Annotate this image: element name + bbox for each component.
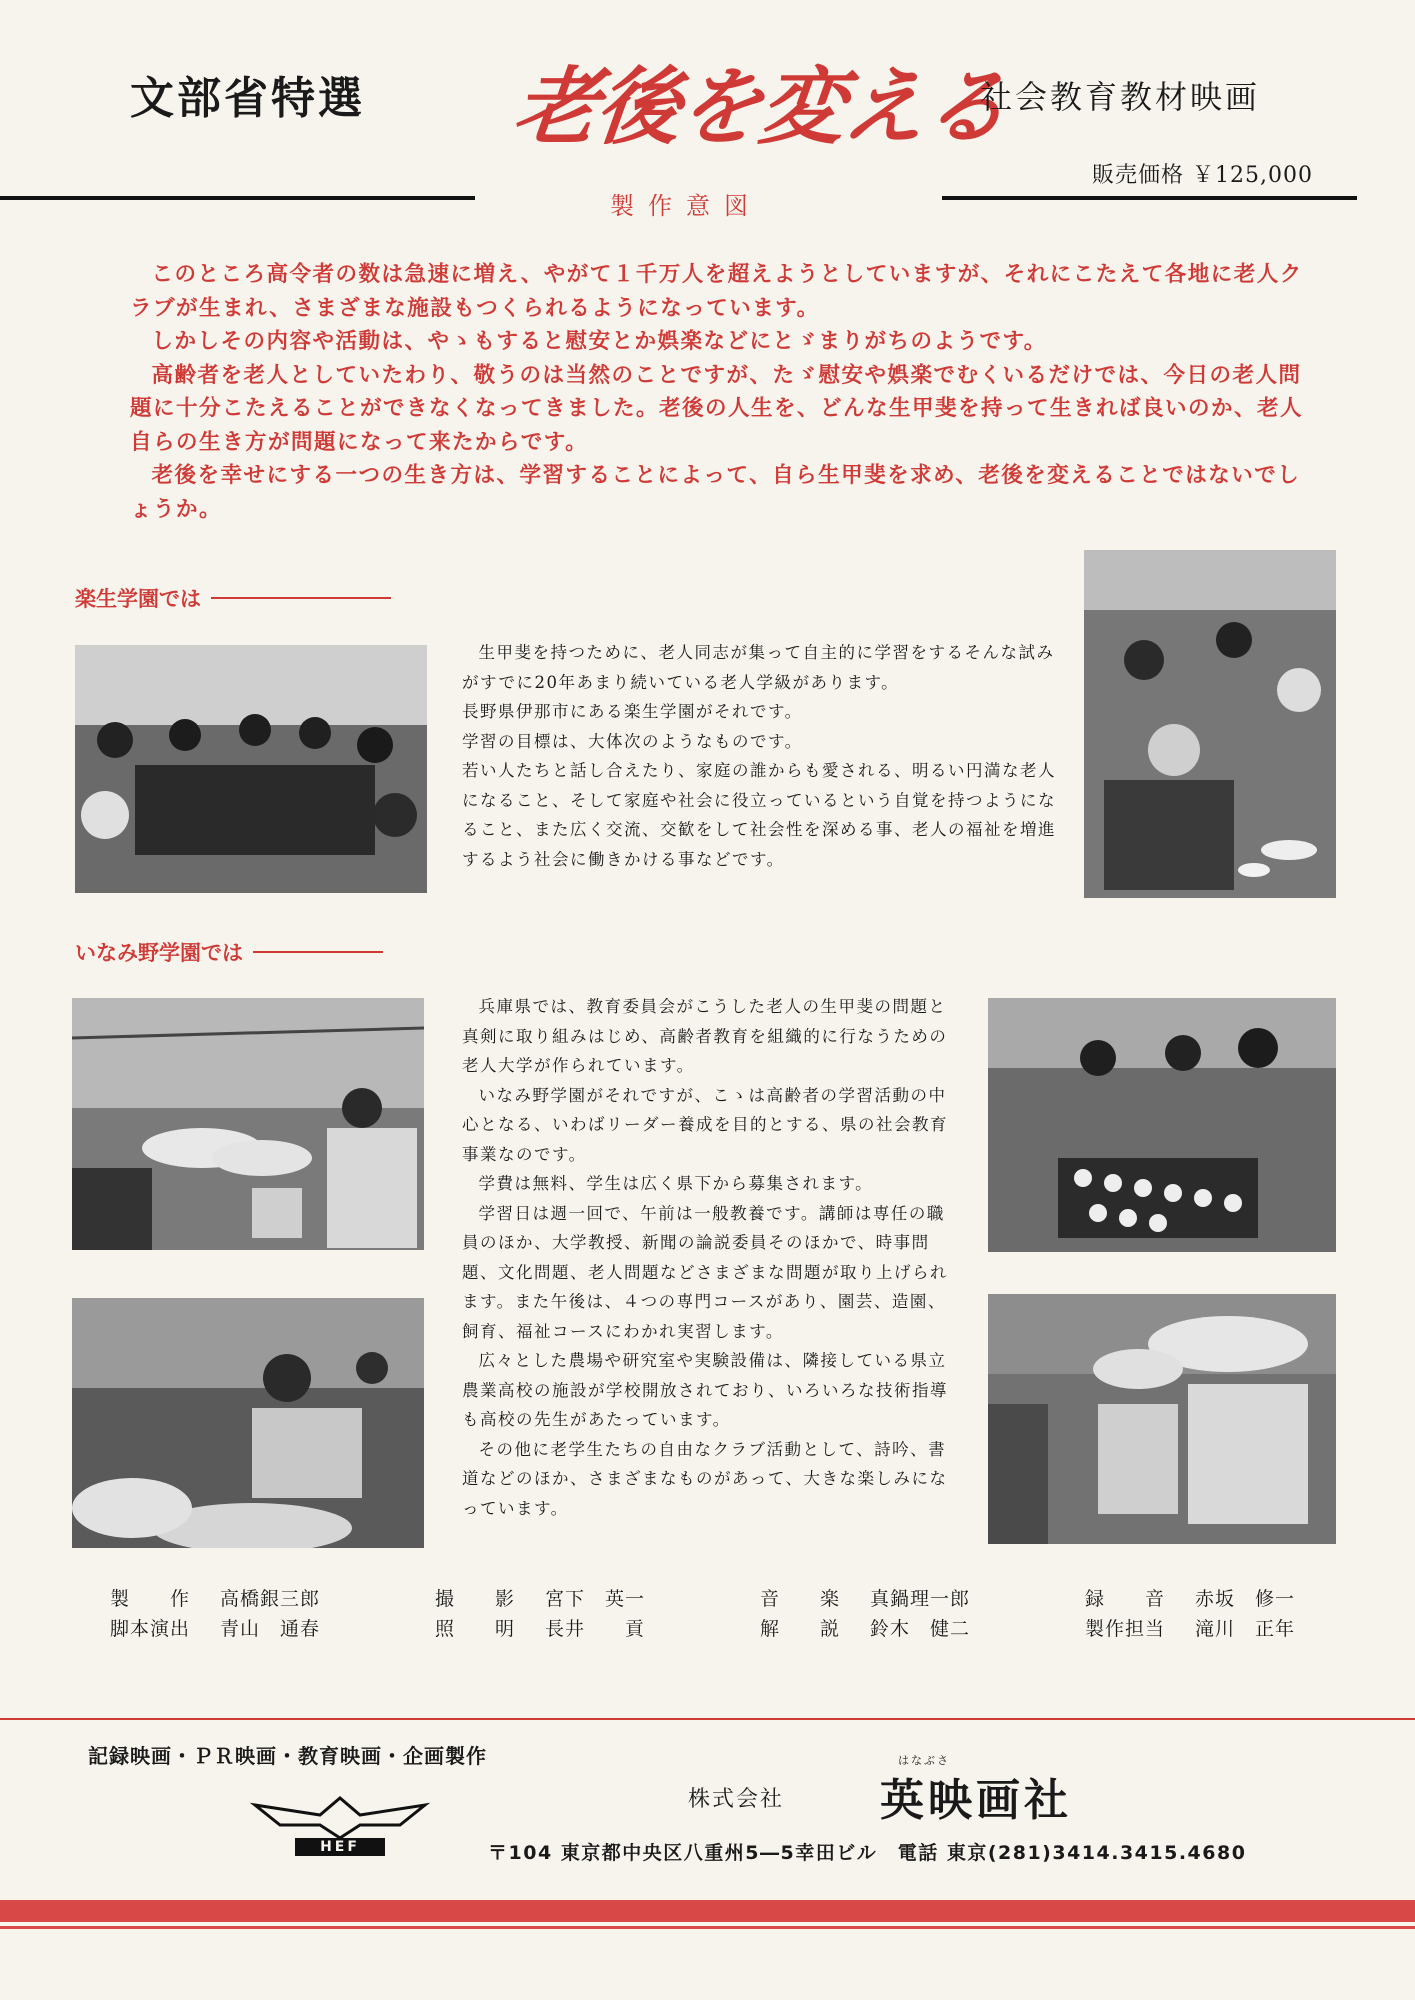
section2-heading-text: いなみ野学園では — [75, 941, 243, 965]
price-label: 販売価格 ￥125,000 — [1092, 163, 1313, 188]
section2-paragraph: 広々とした農場や研究室や実験設備は、隣接している県立農業高校の施設が学校開放されており、いろいろな技術指導も高校の先生があたっています。 — [462, 1351, 948, 1429]
intent-paragraph: このところ高令者の数は急速に増え、やがて１千万人を超えようとしていますが、それにこたえて各地に老人クラブが生まれ、さまざまな施設もつくられるようになっています。 — [130, 262, 1303, 321]
footer-divider — [0, 1718, 1415, 1720]
credit-role: 製作担当 — [1085, 1618, 1166, 1640]
section2-paragraph: 学費は無料、学生は広く県下から募集されます。 — [478, 1174, 874, 1193]
credit-role: 脚本演出 — [110, 1618, 191, 1640]
company-address: 〒104 東京都中央区八重州5―5幸田ビル 電話 東京(281)3414.3415.4680 — [488, 1842, 1247, 1864]
credit-role: 音 楽 — [760, 1588, 841, 1610]
credits-block — [110, 1584, 1410, 1644]
film-category: 社会教育教材映画 — [980, 78, 1261, 116]
company-name: 英映画社 — [880, 1775, 1072, 1826]
photo-gardening — [988, 1294, 1336, 1544]
credit-name: 宮下 英一 — [545, 1588, 646, 1610]
credit-role: 照 明 — [435, 1618, 516, 1640]
section1-paragraph: 若い人たちと話し合えたり、家庭の誰からも愛される、明るい円満な老人になること、そして家庭や社会に役立っているという自覚を持つようになること、また広く交流、交歓をして社会性を深める事、老人の福祉を増進するよう社会に働きかける事などです。 — [462, 761, 1056, 869]
section1-heading-rule — [211, 597, 391, 599]
section1-paragraph: 長野県伊那市にある楽生学園がそれです。 — [462, 702, 803, 721]
section2-paragraph: その他に老学生たちの自由なクラブ活動として、詩吟、書道などのほか、さまざまなものがあって、大きな楽しみになっています。 — [462, 1439, 948, 1518]
company-ruby: はなぶさ — [898, 1754, 950, 1767]
section2-paragraph: 学習日は週一回で、午前は一般教養です。講師は専任の職員のほか、大学教授、新聞の論説委員そのほかで、時事問題、文化問題、老人問題などさまざまな問題が取り上げられます。また午後は、４つの専門コースがあり、園芸、造園、飼育、福祉コースにわかれ実習します。 — [462, 1203, 948, 1341]
credit-name: 滝川 正年 — [1195, 1618, 1296, 1640]
credit-name: 赤坂 修一 — [1195, 1588, 1296, 1610]
credit-name: 鈴木 健二 — [870, 1618, 971, 1640]
credit-role: 撮 影 — [435, 1588, 516, 1610]
logo-text: HEF — [320, 1839, 360, 1855]
section2-paragraph: いなみ野学園がそれですが、こゝは高齢者の学習活動の中心となる、いわばリーダー養成を目的とする、県の社会教育事業なのです。 — [462, 1085, 948, 1164]
section1-text — [462, 638, 1062, 874]
section2-paragraph: 兵庫県では、教育委員会がこうした老人の生甲斐の問題と真剣に取り組みはじめ、高齢者教育を組織的に行なうための老人大学が作られています。 — [462, 997, 948, 1075]
services-line: 記録映画・ＰＲ映画・教育映画・企画製作 — [88, 1744, 487, 1768]
film-title: 老後を変える — [509, 58, 1012, 156]
section1-heading-text: 楽生学園では — [75, 587, 201, 611]
footer-band-thin — [0, 1926, 1415, 1929]
credit-name: 長井 貢 — [545, 1618, 646, 1640]
credit-role: 製 作 — [110, 1588, 191, 1610]
intent-paragraph: 高齢者を老人としていたわり、敬うのは当然のことですが、たゞ慰安や娯楽でむくいるだけでは、今日の老人問題に十分こたえることができなくなってきました。老後の人生を、どんな生甲斐を持って生きれば良いのか、老人自らの生き方が問題になって来たからです。 — [130, 362, 1304, 455]
footer-band — [0, 1900, 1415, 1922]
credits-row — [110, 1614, 1410, 1644]
section2-heading-rule — [253, 951, 383, 953]
section2-text — [462, 992, 952, 1523]
credit-role: 解 説 — [760, 1618, 841, 1640]
credit-role: 録 音 — [1085, 1588, 1166, 1610]
company-prefix: 株式会社 — [688, 1787, 785, 1812]
photo-pottery — [72, 1298, 424, 1548]
photo-discussion-group — [75, 645, 427, 893]
credit-name: 真鍋理一郎 — [870, 1588, 971, 1610]
intent-text — [130, 258, 1305, 526]
divider-right — [942, 196, 1357, 200]
credits-row — [110, 1584, 1410, 1614]
photo-elderly-meal — [1084, 550, 1336, 898]
section1-paragraph: 生甲斐を持つために、老人同志が集って自主的に学習をするそんな試みがすでに20年あまり続いている老人学級があります。 — [462, 643, 1055, 692]
photo-cooking-class — [988, 998, 1336, 1252]
photo-greenhouse — [72, 998, 424, 1250]
section1-heading — [75, 583, 391, 613]
credit-name: 高橋銀三郎 — [220, 1588, 321, 1610]
credit-name: 青山 通春 — [220, 1618, 321, 1640]
intent-heading: 製作意図 — [610, 192, 762, 220]
divider-left — [0, 196, 475, 200]
intent-paragraph: しかしその内容や活動は、やゝもすると慰安とか娯楽などにとゞまりがちのようです。 — [151, 329, 1047, 354]
section2-heading — [75, 937, 383, 967]
hef-logo-icon — [250, 1790, 430, 1864]
award-label: 文部省特選 — [130, 73, 365, 124]
intent-paragraph: 老後を幸せにする一つの生き方は、学習することによって、自ら生甲斐を求め、老後を変えることではないでしょうか。 — [130, 463, 1301, 522]
section1-paragraph: 学習の目標は、大体次のようなものです。 — [462, 731, 803, 751]
